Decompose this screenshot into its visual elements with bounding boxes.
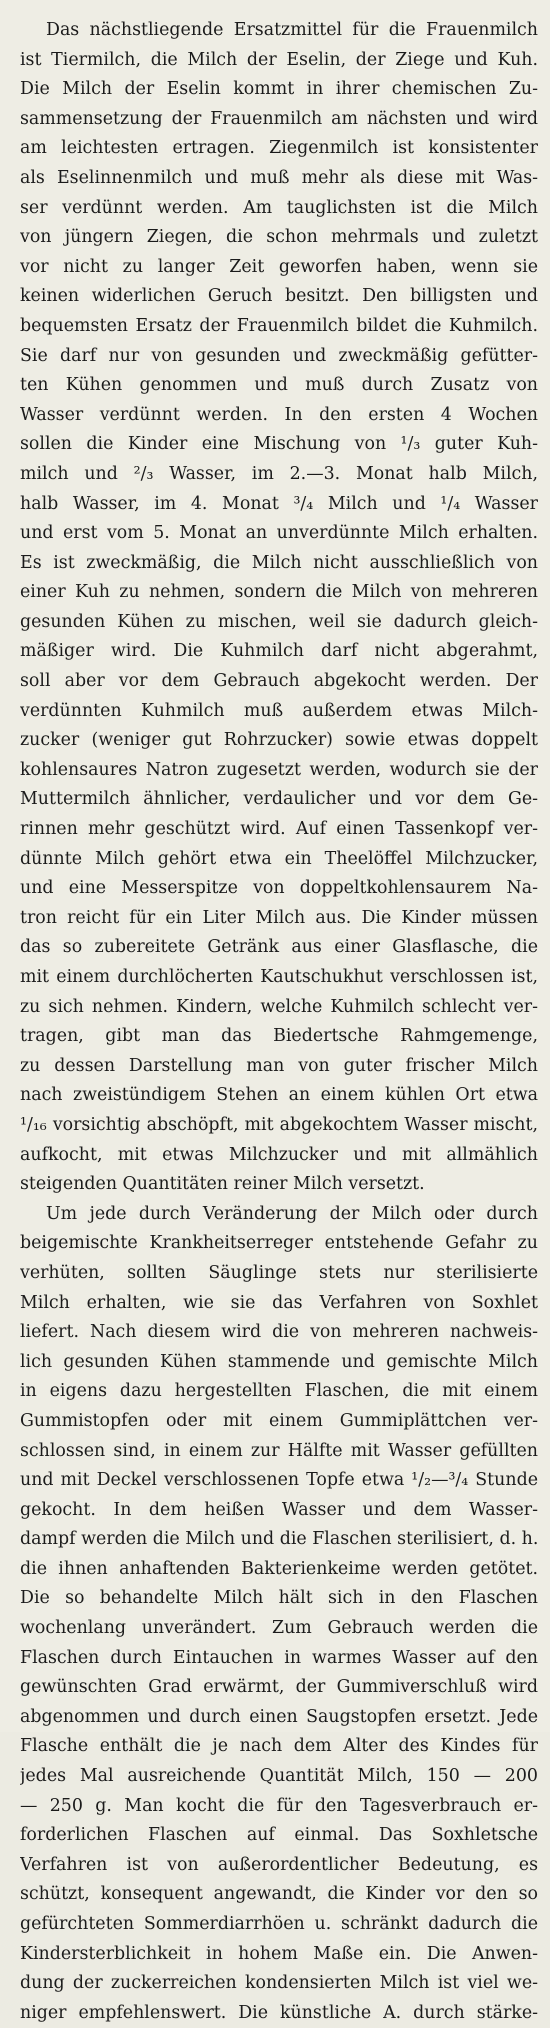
text-line: Die Milch der Eselin kommt in ihrer chemischen Zu- xyxy=(20,79,538,100)
text-line: schlossen sind, in einem zur Hälfte mit Wasser gefüllten xyxy=(20,1440,538,1461)
text-line: Es ist zweckmäßig, die Milch nicht ausschließlich von xyxy=(20,552,538,573)
paragraph-2 xyxy=(20,1200,538,2028)
text-line: Muttermilch ähnlicher, verdaulicher und vor dem Ge- xyxy=(20,789,538,810)
text-line: Die so behandelte Milch hält sich in den Flaschen xyxy=(20,1588,538,1609)
text-column xyxy=(20,16,538,2028)
text-line: schützt, konsequent angewandt, die Kinder vor den so xyxy=(20,1884,538,1905)
text-line: sollen die Kinder eine Mischung von ¹/₃ guter Kuh- xyxy=(20,434,538,455)
text-line: bequemsten Ersatz der Frauenmilch bildet die Kuhmilch. xyxy=(20,315,538,336)
text-line: am leichtesten ertragen. Ziegenmilch ist konsistenter xyxy=(20,138,538,159)
text-line: ser verdünnt werden. Am tauglichsten ist die Milch xyxy=(20,197,538,218)
text-line: wochenlang unverändert. Zum Gebrauch werden die xyxy=(20,1618,538,1639)
text-line: Flasche enthält die je nach dem Alter des Kindes für xyxy=(20,1736,538,1757)
text-line: mit einem durchlöcherten Kautschukhut verschlossen ist, xyxy=(20,967,538,987)
text-line: tragen, gibt man das Biedertsche Rahmgemenge, xyxy=(20,1026,538,1047)
text-line: forderlichen Flaschen auf einmal. Das Soxhletsche xyxy=(20,1825,538,1846)
text-line: steigenden Quantitäten reiner Milch versetzt. xyxy=(20,1174,425,1195)
text-line: verhüten, sollten Säuglinge stets nur sterilisierte xyxy=(20,1262,538,1283)
text-line: Verfahren ist von außerordentlicher Bedeutung, es xyxy=(20,1854,538,1875)
text-line: Gummistopfen oder mit einem Gummiplättchen ver- xyxy=(20,1410,538,1431)
text-line: gefürchteten Sommerdiarrhöen u. schränkt dadurch die xyxy=(20,1914,538,1934)
text-line: sammensetzung der Frauenmilch am nächsten und wird xyxy=(20,108,538,129)
text-line: das so zubereitete Getränk aus einer Glasflasche, die xyxy=(20,937,538,958)
text-line: rinnen mehr geschützt wird. Auf einen Tassenkopf ver- xyxy=(20,819,538,840)
text-line: niger empfehlenswert. Die künstliche A. durch stärke- xyxy=(20,2002,538,2023)
text-line: vor nicht zu langer Zeit geworfen haben, wenn sie xyxy=(20,256,538,277)
text-line: aufkocht, mit etwas Milchzucker und mit allmählich xyxy=(20,1144,538,1165)
text-line: ¹/₁₆ vorsichtig abschöpft, mit abgekochtem Wasser mischt, xyxy=(20,1114,538,1135)
text-line: dung der zuckerreichen kondensierten Milch ist viel we- xyxy=(20,1973,538,1994)
text-line: und erst vom 5. Monat an unverdünnte Milch erhalten. xyxy=(20,523,538,544)
text-line: halb Wasser, im 4. Monat ³/₄ Milch und ¹/₄ Wasser xyxy=(20,493,538,514)
text-line: keinen widerlichen Geruch besitzt. Den billigsten und xyxy=(20,286,538,307)
text-line: verdünnten Kuhmilch muß außerdem etwas Milch- xyxy=(20,700,538,721)
text-line: tron reicht für ein Liter Milch aus. Die Kinder müssen xyxy=(20,907,538,928)
text-line: mäßiger wird. Die Kuhmilch darf nicht abgerahmt, xyxy=(20,641,538,662)
text-line: gewünschten Grad erwärmt, der Gummiverschluß wird xyxy=(20,1677,538,1698)
text-line: zucker (weniger gut Rohrzucker) sowie etwas doppelt xyxy=(20,730,538,751)
text-line: ist Tiermilch, die Milch der Eselin, der Ziege und Kuh. xyxy=(20,49,538,70)
text-line: — 250 g. Man kocht die für den Tagesverbrauch er- xyxy=(20,1795,538,1816)
text-line: gesunden Kühen zu mischen, weil sie dadurch gleich- xyxy=(20,611,538,632)
text-line: von jüngern Ziegen, die schon mehrmals und zuletzt xyxy=(20,227,538,248)
text-line: Kindersterblichkeit in hohem Maße ein. Die Anwen- xyxy=(20,1943,538,1964)
text-line: als Eselinnenmilch und muß mehr als diese mit Was- xyxy=(20,167,538,188)
text-line: dünnte Milch gehört etwa ein Theelöffel Milchzucker, xyxy=(20,848,538,869)
text-line: Um jede durch Veränderung der Milch oder durch xyxy=(46,1203,538,1224)
text-line: und eine Messerspitze von doppeltkohlensaurem Na- xyxy=(20,878,538,899)
text-line: und mit Deckel verschlossenen Topfe etwa ¹/₂—³/₄ Stunde xyxy=(20,1470,538,1491)
text-line: soll aber vor dem Gebrauch abgekocht werden. Der xyxy=(20,671,538,692)
text-line: Sie darf nur von gesunden und zweckmäßig gefütter- xyxy=(20,345,538,366)
text-line: die ihnen anhaftenden Bakterienkeime werden getötet. xyxy=(20,1558,538,1579)
text-line: zu sich nehmen. Kindern, welche Kuhmilch schlecht ver- xyxy=(20,996,538,1017)
text-line: abgenommen und durch einen Saugstopfen ersetzt. Jede xyxy=(20,1706,538,1727)
text-line: jedes Mal ausreichende Quantität Milch, 150 — 200 xyxy=(20,1766,538,1787)
text-line: dampf werden die Milch und die Flaschen sterilisiert, d. h. xyxy=(20,1529,538,1550)
text-line: einer Kuh zu nehmen, sondern die Milch von mehreren xyxy=(20,582,538,603)
text-line: nach zweistündigem Stehen an einem kühlen Ort etwa xyxy=(20,1085,538,1106)
text-line: Milch erhalten, wie sie das Verfahren von Soxhlet xyxy=(20,1292,538,1313)
text-line: in eigens dazu hergestellten Flaschen, die mit einem xyxy=(20,1381,538,1402)
text-line: beigemischte Krankheitserreger entstehende Gefahr zu xyxy=(20,1233,538,1254)
text-line: lich gesunden Kühen stammende und gemischte Milch xyxy=(20,1351,538,1372)
text-line: zu dessen Darstellung man von guter frischer Milch xyxy=(20,1055,538,1076)
text-line: Das nächstliegende Ersatzmittel für die Frauenmilch xyxy=(46,20,538,40)
text-line: liefert. Nach diesem wird die von mehreren nachweis- xyxy=(20,1322,538,1343)
text-line: kohlensaures Natron zugesetzt werden, wodurch sie der xyxy=(20,759,538,780)
text-line: Flaschen durch Eintauchen in warmes Wasser auf den xyxy=(20,1647,538,1668)
paragraph-1 xyxy=(20,16,538,1200)
text-line: ten Kühen genommen und muß durch Zusatz von xyxy=(20,375,538,396)
text-line: Wasser verdünnt werden. In den ersten 4 Wochen xyxy=(20,404,538,425)
text-line: gekocht. In dem heißen Wasser und dem Wasser- xyxy=(20,1499,538,1520)
text-line: milch und ²/₃ Wasser, im 2.—3. Monat halb Milch, xyxy=(20,463,538,484)
